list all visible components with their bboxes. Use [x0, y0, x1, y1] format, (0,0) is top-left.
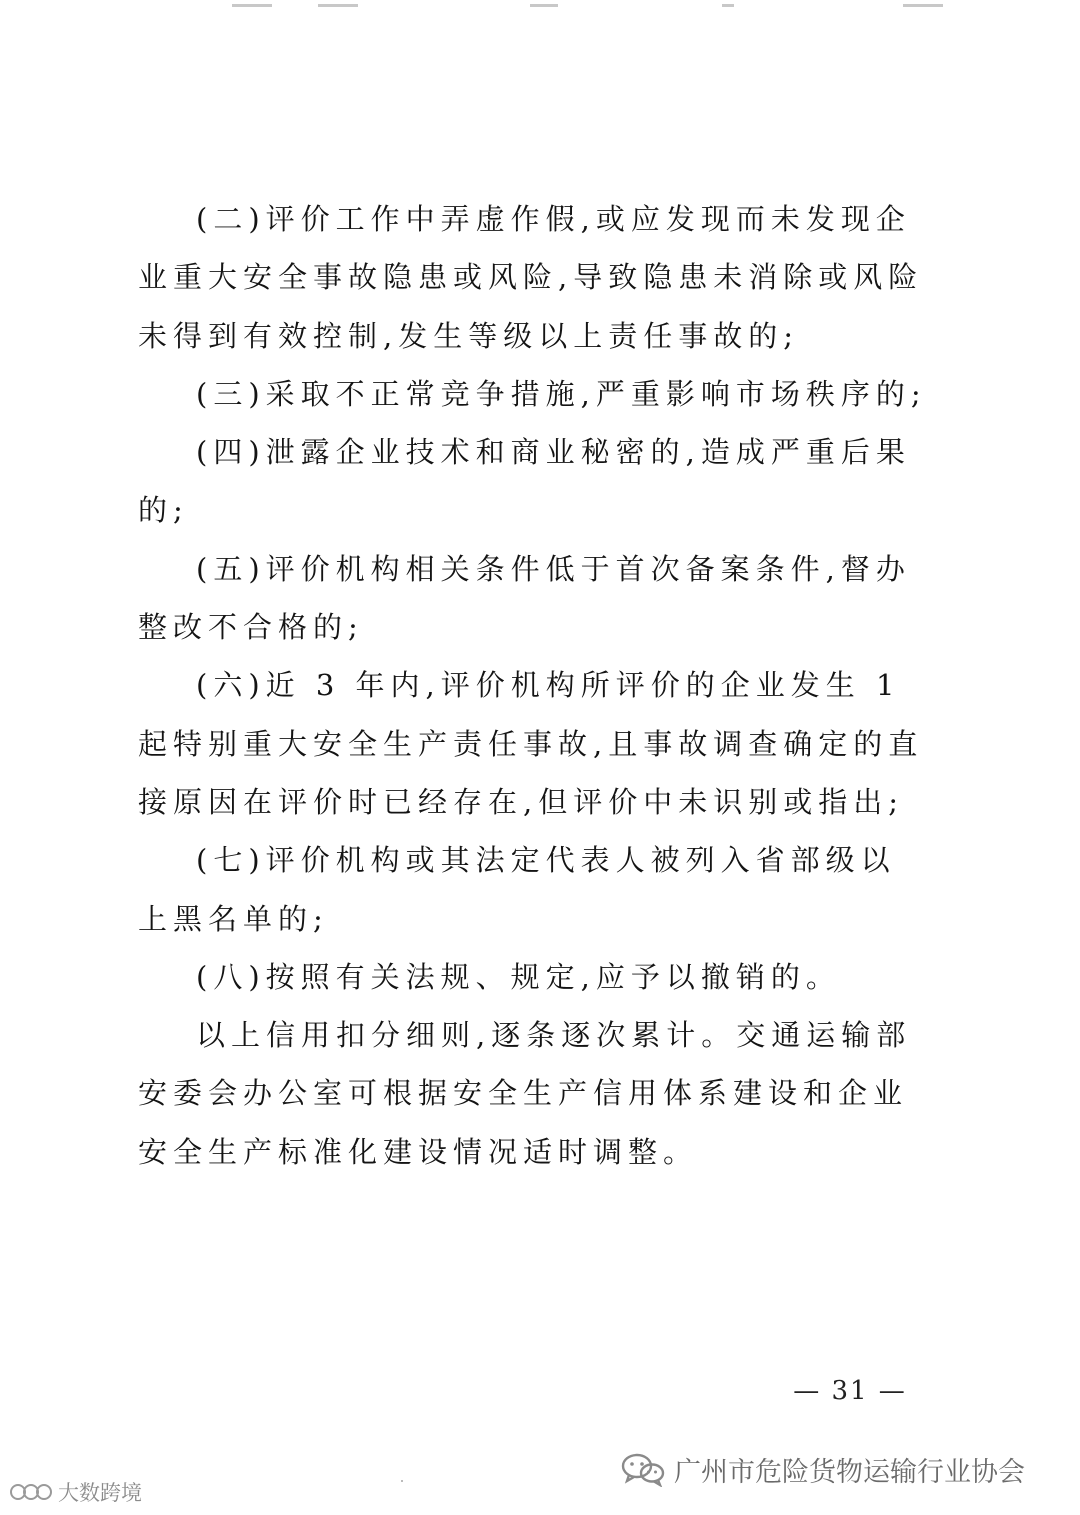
page-number: — 31 — [793, 1376, 907, 1406]
paragraph-summary: 以上信用扣分细则,逐条逐次累计。交通运输部安委会办公室可根据安全生产信用体系建设和企业安全生产标准化建设情况适时调整。 [138, 1018, 912, 1169]
wechat-icon [620, 1451, 666, 1487]
paragraph-item-4: (四)泄露企业技术和商业秘密的,造成严重后果的; [138, 435, 911, 528]
watermark-brand-text: 大数跨境 [58, 1481, 142, 1505]
document-body [138, 190, 928, 1181]
scan-artifacts [0, 4, 1080, 14]
watermark-brand [8, 1475, 142, 1509]
watermark-association-text: 广州市危险货物运输行业协会 [674, 1456, 1025, 1488]
paragraph-item-5: (五)评价机构相关条件低于首次备案条件,督办整改不合格的; [138, 551, 911, 645]
paragraph-item-8: (八)按照有关法规、规定,应予以撤销的。 [196, 959, 841, 994]
paragraph-item-7: (七)评价机构或其法定代表人被列入省部级以上黑名单的; [138, 843, 896, 936]
paragraph-item-3: (三)采取不正常竞争措施,严重影响市场秩序的; [196, 376, 927, 411]
logo-icon [8, 1480, 54, 1504]
paragraph-item-6: (六)近 3 年内,评价机构所评价的企业发生 1 起特别重大安全生产责任事故,且事故调查确定的直接原因在评价时已经存在,但评价中未识别或指出; [138, 668, 924, 819]
paragraph-item-2: (二)评价工作中弄虚作假,或应发现而未发现企业重大安全事故隐患或风险,导致隐患未消除或风险未得到有效控制,发生等级以上责任事故的; [138, 202, 924, 353]
scan-speck [401, 1480, 403, 1482]
watermark-association [620, 1447, 1025, 1491]
